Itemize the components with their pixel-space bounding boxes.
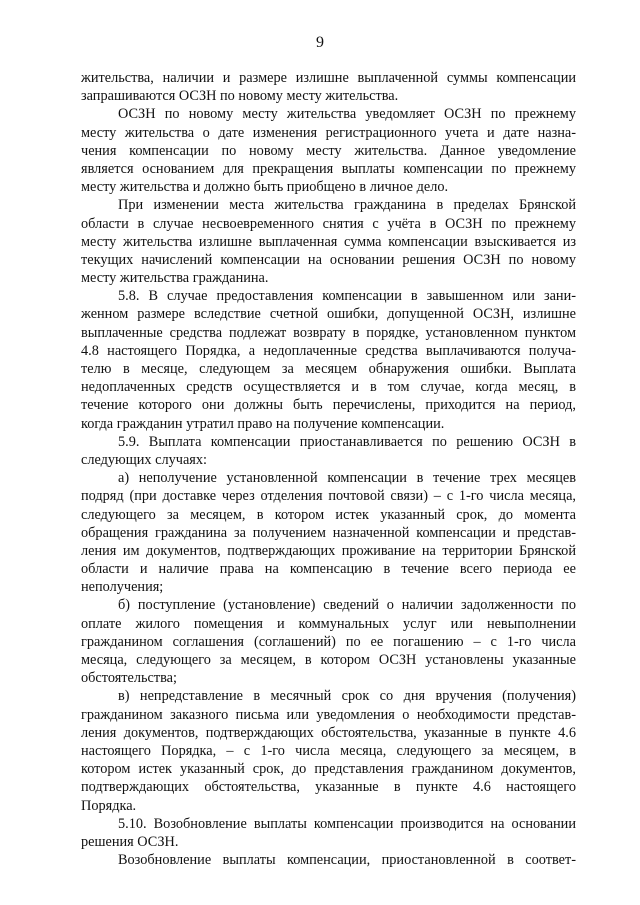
text-line: обращения гражданина за получением назначенной компенсации и представ- (81, 524, 576, 541)
text-line: месту жительства гражданина. (81, 270, 269, 287)
page-number: 9 (316, 34, 324, 51)
text-line: ления им документов, подтверждающих проживание на территории Брянской (81, 542, 576, 559)
text-line: когда гражданин утратил право на получение компенсации. (81, 415, 445, 432)
text-line: области в случае несвоевременного снятия с учёта в ОСЗН по прежнему (81, 215, 576, 232)
text-line: Порядка. (81, 797, 137, 814)
text-line: Возобновление выплаты компенсации, приостановленной в соответ- (118, 852, 576, 869)
text-line: месяца, следующего за месяцем, в котором ОСЗН установлены указанные (81, 652, 576, 668)
text-line: выплаченные средства подлежат возврату в порядке, установленном пунктом (81, 324, 576, 341)
text-line: текущих начислений компенсации на основании решения ОСЗН по новому (81, 251, 576, 268)
text-line: неполучения; (81, 579, 164, 596)
text-line: При изменении места жительства гражданина в пределах Брянской (118, 197, 576, 214)
text-line: чения компенсации по новому месту жительства. Данное уведомление (81, 142, 576, 159)
text-line: течение которого они должны быть перечислены, приходится на период, (81, 397, 576, 414)
text-line: ОСЗН по новому месту жительства уведомляет ОСЗН по прежнему (118, 106, 576, 123)
text-line: гражданином заказного письма или уведомления о необходимости представ- (81, 706, 576, 723)
text-line: а) неполучение установленной компенсации в течение трех месяцев (118, 470, 576, 487)
text-line: месту жительства о дате изменения регистрационного учета и дате назна- (81, 124, 576, 141)
text-line: оплате жилого помещения и коммунальных услуг или невыполнении (81, 615, 576, 632)
text-line: месту жительства излишне выплаченная сумма компенсации взыскивается из (81, 233, 576, 250)
text-line: ления документов, подтверждающих обстоятельства, указанные в пункте 4.6 (81, 724, 576, 741)
text-line: телю в месяце, следующем за месяцем обнаружения ошибки. Выплата (81, 361, 576, 377)
document-body (81, 69, 576, 869)
text-line: решения ОСЗН. (81, 833, 179, 850)
text-line: запрашиваются ОСЗН по новому месту жительства. (81, 88, 399, 105)
text-line: подтверждающих обстоятельства, указанные в пункте 4.6 настоящего (81, 779, 576, 796)
text-line: жительства, наличии и размере излишне выплаченной суммы компенсации (81, 70, 576, 86)
text-line: следующего за месяцем, в котором истек указанный срок, до момента (81, 506, 576, 523)
text-line: 5.8. В случае предоставления компенсации в завышенном или зани- (118, 288, 576, 305)
text-line: следующих случаях: (81, 451, 207, 468)
text-line: настоящего Порядка, – с 1-го числа месяца, следующего за месяцем, в (81, 742, 576, 759)
text-line: 5.9. Выплата компенсации приостанавливается по решению ОСЗН в (118, 433, 576, 450)
text-line: в) непредставление в месячный срок со дня вручения (получения) (118, 688, 576, 705)
text-line: котором истек указанный срок, до представления гражданином документов, (81, 761, 576, 778)
text-line: месту жительства и должно быть приобщено в личное дело. (81, 179, 449, 196)
text-line: 5.10. Возобновление выплаты компенсации производится на основании (118, 815, 576, 832)
text-line: обстоятельства; (81, 670, 178, 687)
text-line: гражданином соглашения (соглашений) по ее погашению – с 1-го числа (81, 633, 576, 650)
text-line: недоплаченных средств осуществляется и в том случае, когда месяц, в (81, 379, 576, 396)
text-line: б) поступление (установление) сведений о наличии задолженности по (118, 597, 576, 614)
text-line: является основанием для прекращения выплаты компенсации по прежнему (81, 160, 576, 177)
text-line: области и наличие права на компенсацию в течение всего периода ее (81, 561, 576, 578)
text-line: 4.8 настоящего Порядка, а недоплаченные средства выплачиваются получа- (81, 342, 576, 359)
text-line: подряд (при доставке через отделения почтовой связи) – с 1-го числа месяца, (81, 488, 576, 505)
text-line: женном размере вследствие счетной ошибки, допущенной ОСЗН, излишне (81, 306, 576, 323)
